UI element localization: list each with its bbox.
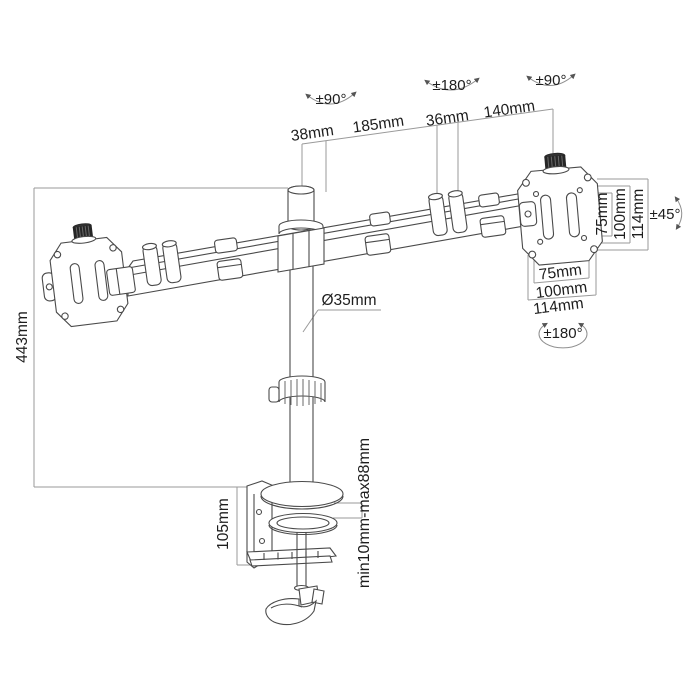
- desk-clamp: [247, 481, 343, 625]
- dim-vesa-v-114: 114mm: [630, 188, 647, 240]
- labels: [14, 72, 680, 588]
- angle-right-swivel: ±90°: [535, 72, 567, 89]
- left-plate-knob: [70, 222, 96, 244]
- dim-segment-c: 36mm: [424, 107, 470, 130]
- dim-pole-diameter: Ø35mm: [321, 292, 377, 309]
- dim-vesa-v-100: 100mm: [612, 188, 629, 240]
- dim-pole-height: 443mm: [14, 311, 31, 363]
- angle-head-rotation: ±180°: [543, 325, 583, 342]
- angle-head-tilt: ±45°: [649, 206, 681, 223]
- dim-vesa-h-75: 75mm: [538, 261, 583, 284]
- dim-segment-a: 38mm: [289, 122, 335, 145]
- dim-segment-b: 185mm: [351, 112, 406, 137]
- angle-center-swivel: ±180°: [432, 77, 472, 94]
- dim-vesa-h-114: 114mm: [532, 295, 585, 319]
- angle-left-swivel: ±90°: [315, 91, 347, 108]
- crossbar: [128, 192, 529, 296]
- right-bar-connector: [519, 201, 537, 226]
- dim-desk-thickness: min10mm-max88mm: [356, 437, 373, 589]
- dim-vesa-v-75: 75mm: [594, 192, 611, 236]
- dim-clamp-height: 105mm: [215, 498, 232, 550]
- dim-segment-d: 140mm: [482, 97, 537, 122]
- pole: [269, 186, 325, 486]
- right-plate-knob: [542, 152, 570, 174]
- left-bar-connector: [106, 266, 135, 295]
- dim-vesa-h-100: 100mm: [534, 278, 589, 303]
